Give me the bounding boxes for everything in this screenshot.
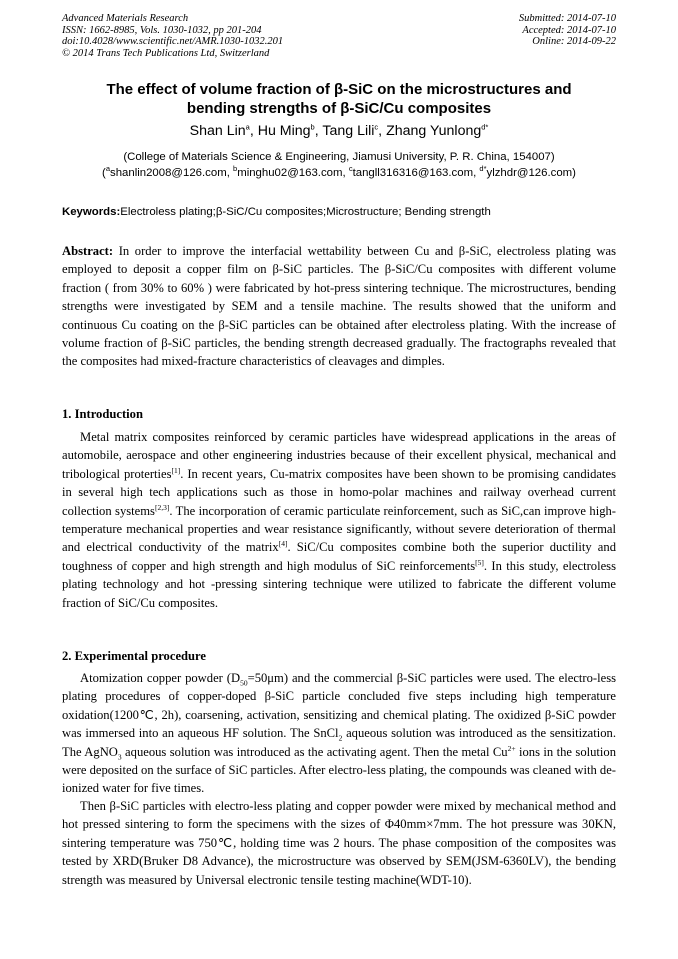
exp-text: aqueous solution was introduced as the activating agent. Then the metal Cu [121,744,508,759]
journal-header-left [62,13,283,59]
paper-title-line-2: bending strengths of β-SiC/Cu composites [186,100,492,117]
author-mark: a [245,122,250,132]
keywords-line [62,205,616,220]
submitted-date: Submitted: 2014-07-10 [518,13,616,24]
author-name: Hu Ming [257,123,311,139]
exp-text: =50μm) and the commercial β-SiC particles were used. The electro-less plating procedures of copper-doped β-SiC particle concluded five steps including high temperature oxidation(1200℃, 2h), coarsening, activation, sensitizing and chemical plating. The oxidized β-SiC powder was immersed into an aqueous HF solution. The SnCl [62,671,616,741]
intro-text: . In recent years, Cu-matrix composites have been shown to be promising candidates in several high tech applications such as those in homo-polar machines and railway overhead current collection systems [62,466,617,518]
email-mark: a [105,164,110,174]
author-separator: , [314,123,323,139]
email-address: ylzhdr@126.com [486,167,573,179]
affiliation: (College of Materials Science & Engineering, Jiamusi University, P. R. China, 154007) [123,151,555,163]
abstract [62,242,616,371]
emails-close-paren: ) [572,167,576,179]
intro-text: . The incorporation of ceramic particulate reinforcement, such as SiC,can improve high-temperature mechanical properties and wear resistance significantly, without severe deterioration of thermal and electrical conductivity of the matrix [62,503,616,555]
copyright-line: © 2014 Trans Tech Publications Ltd, Switzerland [62,47,270,59]
journal-header-right [519,13,616,48]
email-mark: c [348,164,353,174]
email-separator: , [342,167,349,179]
citation-ref: [4] [278,539,288,549]
author-separator: , [249,123,258,139]
citation-ref: [1] [171,465,181,475]
section-heading-experimental: 2. Experimental procedure [62,649,206,663]
journal-name: Advanced Materials Research [62,13,189,24]
online-date: Online: 2014-09-22 [532,36,616,47]
introduction-paragraph [62,428,616,612]
author-emails [62,166,616,181]
author-mark: c [374,122,379,132]
intro-text: . SiC/Cu composites combine both the superior ductility and toughness of copper and high strength and high modulus of SiC reinforcements [62,540,616,573]
author-mark: d* [481,122,489,132]
author-separator: , [378,123,387,139]
doi-line: doi:10.4028/www.scientific.net/AMR.1030-1032.201 [62,36,284,47]
email-mark: b [233,164,238,174]
superscript: 2+ [507,743,516,753]
author-list [62,122,616,140]
email-separator: , [473,167,480,179]
exp-text: ions in the solution were deposited on the surface of SiC particles. After electro-less plating, the compounds was cleaned with de-ionized water for five times. [62,744,617,796]
experimental-paragraph-1 [62,669,616,798]
keywords-label: Keywords: [62,206,121,218]
subscript: 3 [117,752,122,762]
author-name: Zhang Yunlong [386,123,482,139]
abstract-text: In order to improve the interfacial wettability between Cu and β-SiC, electroless plating was employed to deposit a copper film on β-SiC particles. The β-SiC/Cu composites with different volume fraction ( from 30% to 60% ) were fabricated by hot-press sintering technique. The microstructures, bending strengths were investigated by SEM and a tensile machine. The results showed that the uniform and continuous Cu coating on the β-SiC particles can be obtained after electroless plating. With the increase of volume fraction of β-SiC particles, the bending strength decreased gradually. The fractographs revealed that the composites had mixed-fracture characteristics of cleavages and dimples. [62,244,616,369]
author-name: Tang Lili [322,123,375,139]
email-address: tangll316316@163.com [352,167,474,179]
email-mark: d* [479,164,487,174]
subscript: 50 [240,678,248,688]
issn-line: ISSN: 1662-8985, Vols. 1030-1032, pp 201-204 [62,24,262,36]
citation-ref: [2,3] [154,502,170,512]
paper-title [62,80,616,118]
email-separator: , [226,167,234,179]
author-name: Shan Lin [189,123,246,139]
exp-text: aqueous solution was introduced as the sensitization. The AgNO [62,726,616,759]
section-heading-introduction: 1. Introduction [62,407,143,421]
intro-text: . In this study, electroless plating technology and hot -pressing sintering technique were utilized to fabricate the different volume fraction of SiC/Cu composites. [62,558,616,610]
email-address: minghu02@163.com [237,167,343,179]
experimental-paragraph-2: Then β-SiC particles with electro-less plating and copper powder were mixed by mechanical method and hot pressed sintering to form the specimens with the sizes of Φ40mm×7mm. The hot pressure was 30KN, sintering temperature was 750℃, holding time was 2 hours. The phase composition of the composites was tested by XRD(Bruker D8 Advance), the microstructure was observed by SEM(JSM-6360LV), the bending strength was measured by Universal electronic tensile testing machine(WDT-10). [62,799,616,887]
intro-text: Metal matrix composites reinforced by ceramic particles have widespread applications in the areas of automobile, aerospace and other engineering industries because of their excellent physical, mechanical and tribological proterties [62,430,616,481]
subscript: 2 [338,733,343,743]
abstract-label: Abstract: [62,244,114,258]
citation-ref: [5] [475,557,484,567]
paper-title-line-1: The effect of volume fraction of β-SiC on the microstructures and [106,81,572,98]
email-address: shanlin2008@126.com [110,167,227,179]
keywords-text: Electroless plating;β-SiC/Cu composites;Microstructure; Bending strength [120,206,491,218]
accepted-date: Accepted: 2014-07-10 [522,24,616,36]
author-mark: b [310,122,315,132]
emails-open-paren: ( [102,167,106,179]
exp-text: Atomization copper powder (D [80,671,241,685]
